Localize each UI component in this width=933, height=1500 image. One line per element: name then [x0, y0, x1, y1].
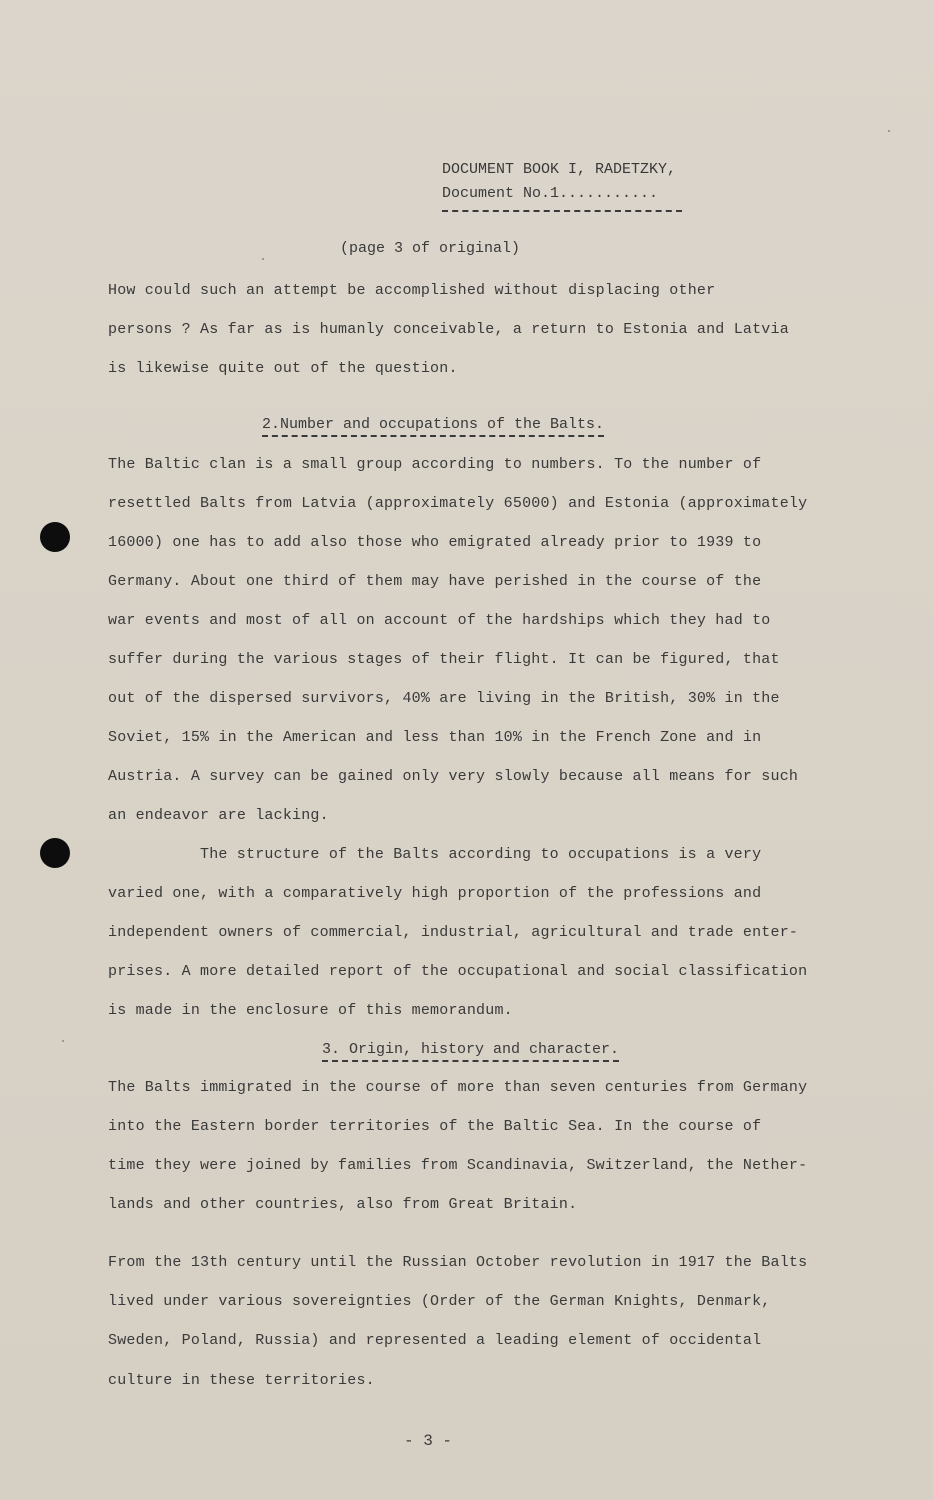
speck — [888, 130, 890, 132]
text-line: lands and other countries, also from Great Britain. — [108, 1196, 578, 1213]
text-line: out of the dispersed survivors, 40% are living in the British, 30% in the — [108, 690, 780, 707]
text-line: Soviet, 15% in the American and less than 10% in the French Zone and in — [108, 729, 762, 746]
text-line: culture in these territories. — [108, 1372, 375, 1389]
document-header — [442, 158, 682, 212]
text-line: The Balts immigrated in the course of more than seven centuries from Germany — [108, 1079, 808, 1096]
text-line: time they were joined by families from Scandinavia, Switzerland, the Nether- — [108, 1157, 808, 1174]
punch-hole-bottom — [40, 838, 70, 868]
text-line: The structure of the Balts according to occupations is a very — [200, 846, 762, 863]
text-line: Sweden, Poland, Russia) and represented a leading element of occidental — [108, 1332, 762, 1349]
text-line: varied one, with a comparatively high proportion of the professions and — [108, 885, 762, 902]
text-line: war events and most of all on account of the hardships which they had to — [108, 612, 771, 629]
text-line: is made in the enclosure of this memorandum. — [108, 1002, 513, 1019]
document-number: Document No.1........... — [442, 182, 682, 212]
page-number: - 3 - — [404, 1432, 453, 1450]
section-2-heading: 2.Number and occupations of the Balts. — [262, 416, 604, 437]
text-line: The Baltic clan is a small group according to numbers. To the number of — [108, 456, 762, 473]
text-line: lived under various sovereignties (Order of the German Knights, Denmark, — [108, 1293, 771, 1310]
text-line: persons ? As far as is humanly conceivable, a return to Estonia and Latvia — [108, 321, 789, 338]
text-line: an endeavor are lacking. — [108, 807, 329, 824]
text-line: into the Eastern border territories of the Baltic Sea. In the course of — [108, 1118, 762, 1135]
document-book-title: DOCUMENT BOOK I, RADETZKY, — [442, 161, 677, 178]
text-line: 16000) one has to add also those who emigrated already prior to 1939 to — [108, 534, 762, 551]
text-line: suffer during the various stages of their flight. It can be figured, that — [108, 651, 780, 668]
text-line: How could such an attempt be accomplished without displacing other — [108, 282, 716, 299]
text-line: prises. A more detailed report of the occupational and social classification — [108, 963, 808, 980]
speck — [262, 258, 264, 260]
page-of-original-note: (page 3 of original) — [340, 240, 521, 257]
text-line: From the 13th century until the Russian October revolution in 1917 the Balts — [108, 1254, 808, 1271]
text-line: is likewise quite out of the question. — [108, 360, 458, 377]
section-3-heading: 3. Origin, history and character. — [322, 1041, 619, 1062]
text-line: independent owners of commercial, industrial, agricultural and trade enter- — [108, 924, 799, 941]
text-line: resettled Balts from Latvia (approximately 65000) and Estonia (approximately — [108, 495, 808, 512]
speck — [62, 1040, 64, 1042]
punch-hole-top — [40, 522, 70, 552]
text-line: Austria. A survey can be gained only very slowly because all means for such — [108, 768, 799, 785]
text-line: Germany. About one third of them may have perished in the course of the — [108, 573, 762, 590]
